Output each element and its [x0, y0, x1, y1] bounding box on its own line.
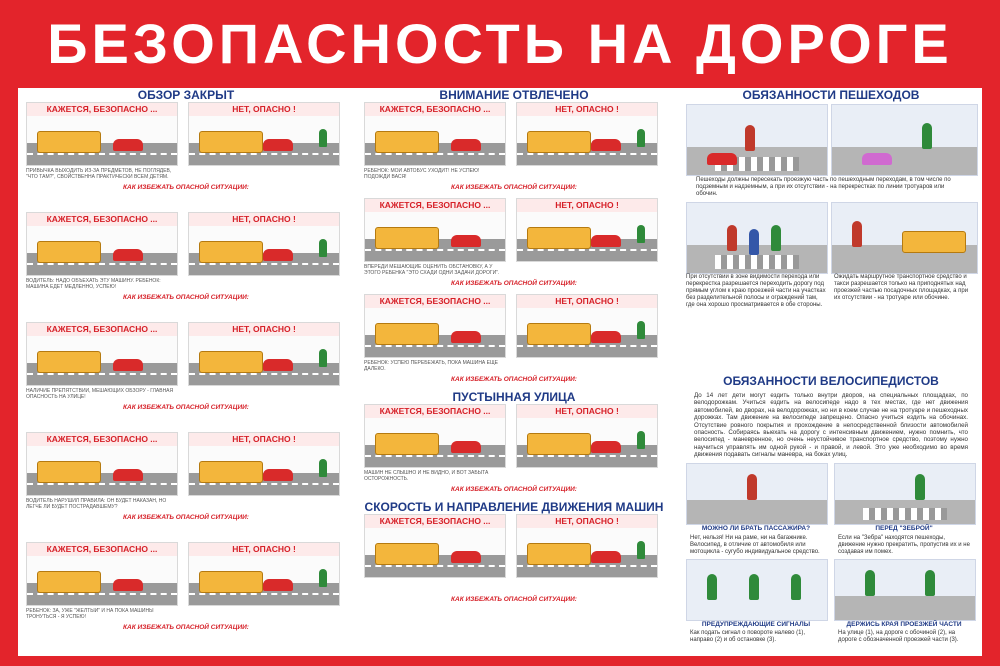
road-edge-text: На улице (1), на дороге с обочиной (2), на дороге с обозначенной проезжей части (3).: [838, 629, 959, 643]
bus-illustration: [37, 131, 101, 153]
danger-label: НЕТ, ОПАСНО !: [517, 295, 657, 308]
column-view-blocked: [26, 88, 346, 652]
passenger-text: Нет, нельзя! Ни на раме, ни на багажнике. Велосипед, в отличие от автомобиля или мотоцикла - сугубо индивидуальное средство.: [690, 534, 820, 555]
road-edge-illustration: [834, 559, 976, 621]
bus-illustration: [375, 323, 439, 345]
safe-label: КАЖЕТСЯ, БЕЗОПАСНО ...: [365, 199, 505, 212]
danger-label: НЕТ, ОПАСНО !: [517, 515, 657, 528]
bus-illustration: [527, 543, 591, 565]
danger-panel: [516, 198, 658, 262]
child-illustration: [637, 225, 645, 243]
danger-panel: [188, 542, 340, 606]
safe-label: КАЖЕТСЯ, БЕЗОПАСНО ...: [365, 405, 505, 418]
car-illustration: [263, 139, 293, 151]
danger-panel: [188, 322, 340, 386]
danger-label: НЕТ, ОПАСНО !: [517, 405, 657, 418]
safe-panel: [26, 542, 178, 606]
how-to-avoid: КАК ИЗБЕЖАТЬ ОПАСНОЙ СИТУАЦИИ:: [451, 596, 577, 603]
danger-panel: [516, 294, 658, 358]
how-to-avoid: КАК ИЗБЕЖАТЬ ОПАСНОЙ СИТУАЦИИ:: [123, 294, 249, 301]
danger-panel: [516, 102, 658, 166]
passenger-subheading: МОЖНО ЛИ БРАТЬ ПАССАЖИРА?: [701, 524, 811, 532]
scenario-caption: НАЛИЧИЕ ПРЕПЯТСТВИЙ, МЕШАЮЩИХ ОБЗОРУ - ГЛАВНАЯ ОПАСНОСТЬ НА УЛИЦЕ!: [26, 388, 174, 400]
pedestrian-rule-1: Пешеходы должны пересекать проезжую часть по пешеходным переходам, в том числе по подземным и надземным, а при их отсутствии - на перекрестках по линии тротуаров или обочин.: [696, 177, 951, 197]
bus-illustration: [527, 323, 591, 345]
car-illustration: [451, 441, 481, 453]
car-illustration: [451, 139, 481, 151]
car-illustration: [263, 359, 293, 371]
safe-panel: [364, 102, 506, 166]
danger-panel: [188, 102, 340, 166]
danger-label: НЕТ, ОПАСНО !: [517, 199, 657, 212]
danger-label: НЕТ, ОПАСНО !: [189, 213, 339, 226]
section-heading: ВНИМАНИЕ ОТВЛЕЧЕНО: [439, 88, 589, 102]
car-illustration: [451, 551, 481, 563]
cyclist-heading: ОБЯЗАННОСТИ ВЕЛОСИПЕДИСТОВ: [723, 374, 939, 388]
section-heading: ПУСТЫННАЯ УЛИЦА: [452, 390, 576, 404]
car-illustration: [591, 235, 621, 247]
scenario: [26, 322, 346, 432]
cyclist-illustrations: [686, 463, 976, 663]
safe-panel: [364, 294, 506, 358]
column-attention-distracted: [364, 88, 664, 610]
scenario-caption: ВОДИТЕЛЬ: НАДО ОБЪЕХАТЬ ЭТУ МАШИНУ. РЕБЕНОК: МАШИНА ЕДЕТ МЕДЛЕННО, УСПЕЮ!: [26, 278, 161, 290]
car-illustration: [263, 249, 293, 261]
scenario-caption: ВПЕРЕДИ МЕШАЮЩИЕ ОЦЕНИТЬ ОБСТАНОВКУ, А У ЭТОГО РЕБЕНКА "ЭТО СХАДИ ОДНИ ЗАДАЧИ ДОРОГИ".: [364, 264, 500, 276]
road-edge-subheading: ДЕРЖИСЬ КРАЯ ПРОЕЗЖЕЙ ЧАСТИ: [846, 620, 962, 628]
child-illustration: [319, 569, 327, 587]
car-illustration: [591, 331, 621, 343]
car-illustration: [113, 249, 143, 261]
zebra-text: Если на "Зебра" находятся пешеходы, движение нужно прекратить, пропустив их и не создавая им помех.: [838, 534, 970, 555]
bus-illustration: [37, 241, 101, 263]
bus-illustration: [199, 461, 263, 483]
child-illustration: [319, 349, 327, 367]
bus-illustration: [375, 227, 439, 249]
scenario: [26, 102, 346, 212]
car-illustration: [591, 551, 621, 563]
scenario: [364, 102, 664, 198]
bus-illustration: [375, 543, 439, 565]
car-illustration: [451, 331, 481, 343]
car-illustration: [113, 579, 143, 591]
danger-label: НЕТ, ОПАСНО !: [189, 103, 339, 116]
scenario: [26, 212, 346, 322]
scenario: [364, 198, 664, 294]
zebra-subheading: ПЕРЕД "ЗЕБРОЙ": [875, 524, 933, 532]
safe-panel: [26, 212, 178, 276]
car-illustration: [113, 359, 143, 371]
danger-panel: [188, 432, 340, 496]
scenario: [26, 542, 346, 652]
signals-illustration: [686, 559, 828, 621]
how-to-avoid: КАК ИЗБЕЖАТЬ ОПАСНОЙ СИТУАЦИИ:: [451, 376, 577, 383]
page-title: БЕЗОПАСНОСТЬ НА ДОРОГЕ: [47, 12, 953, 75]
car-illustration: [113, 139, 143, 151]
child-illustration: [319, 129, 327, 147]
car-illustration: [113, 469, 143, 481]
signals-subheading: ПРЕДУПРЕЖДАЮЩИЕ СИГНАЛЫ: [701, 620, 811, 628]
car-illustration: [263, 579, 293, 591]
car-illustration: [263, 469, 293, 481]
how-to-avoid: КАК ИЗБЕЖАТЬ ОПАСНОЙ СИТУАЦИИ:: [451, 486, 577, 493]
scenario: [364, 294, 664, 390]
bus-illustration: [375, 433, 439, 455]
overpass-illustration: [831, 104, 978, 176]
section-heading: СКОРОСТЬ И НАПРАВЛЕНИЕ ДВИЖЕНИЯ МАШИН: [364, 500, 664, 514]
danger-panel: [516, 404, 658, 468]
bus-illustration: [199, 571, 263, 593]
bus-stop-illustration: [831, 202, 978, 274]
bus-illustration: [199, 131, 263, 153]
car-illustration: [591, 139, 621, 151]
bus-illustration: [527, 433, 591, 455]
danger-label: НЕТ, ОПАСНО !: [517, 103, 657, 116]
scenario-caption: РЕБЕНОК: УСПЕЮ ПЕРЕБЕЖАТЬ, ПОКА МАШИНА ЕЩЕ ДАЛЕКО.: [364, 360, 499, 372]
child-illustration: [637, 431, 645, 449]
bus-illustration: [527, 131, 591, 153]
how-to-avoid: КАК ИЗБЕЖАТЬ ОПАСНОЙ СИТУАЦИИ:: [451, 184, 577, 191]
bus-illustration: [37, 571, 101, 593]
car-illustration: [591, 441, 621, 453]
danger-panel: [516, 514, 658, 578]
pedestrian-rule-3: Ожидать маршрутное транспортное средство и такси разрешается только на приподнятых над проезжей частью посадочных площадках, а при их отсутствии - на тротуаре или обочине.: [834, 274, 969, 301]
pedestrian-section: [686, 104, 976, 314]
scenario: [26, 432, 346, 542]
passenger-illustration: [686, 463, 828, 525]
danger-label: НЕТ, ОПАСНО !: [189, 433, 339, 446]
bus-illustration: [527, 227, 591, 249]
bus-illustration: [199, 241, 263, 263]
safe-panel: [364, 514, 506, 578]
child-illustration: [319, 459, 327, 477]
pedestrian-heading: ОБЯЗАННОСТИ ПЕШЕХОДОВ: [742, 88, 920, 102]
safe-label: КАЖЕТСЯ, БЕЗОПАСНО ...: [27, 323, 177, 336]
scenario-caption: РЕБЕНОК: ЗА, УЖЕ "ЖЕЛТЫЙ" И НА ПОКА МАШИНЫ ТРОНУТЬСЯ - Я УСПЕЮ!: [26, 608, 154, 620]
danger-label: НЕТ, ОПАСНО !: [189, 323, 339, 336]
safe-label: КАЖЕТСЯ, БЕЗОПАСНО ...: [27, 543, 177, 556]
danger-label: НЕТ, ОПАСНО !: [189, 543, 339, 556]
column-duties: [686, 88, 976, 663]
scenario-caption: ВОДИТЕЛЬ НАРУШИЛ ПРАВИЛА: ОН БУДЕТ НАКАЗАН, НО ЛЕГЧЕ ЛИ БУДЕТ ПОСТРАДАВШЕМУ?: [26, 498, 167, 510]
safe-panel: [364, 404, 506, 468]
scenario-caption: РЕБЕНОК: МОЙ АВТОБУС УХОДИТ! НЕ УСПЕЮ! ПОДОЖДИ ВАСЯ!: [364, 168, 480, 180]
how-to-avoid: КАК ИЗБЕЖАТЬ ОПАСНОЙ СИТУАЦИИ:: [123, 624, 249, 631]
cyclist-text: До 14 лет дети могут ездить только внутри дворов, на специальных площадках, по велодорожкам. Учиться ездить на велосипеде надо в тех местах, где нет движения автомобилей, во дворах, на велодорожках, но ни в коем случае не на тротуаре и пешеходных дорожках. Там движение на велосипеде запрещено. Опасно учиться ездить на обочинах. Отсутствие ровного покрытия и прохождение в непосредственной близости автомобилей опасность. Собираясь выехать на дорогу с интенсивным движением, нужно помнить, что велосипед - маневренное, но очень неустойчивое транспортное средство, поэтому нужно научиться управлять им одной рукой - и правой, и левой. Это уже необходимо во время движения подавать сигналы маневра, на боках улиц.: [694, 392, 968, 459]
how-to-avoid: КАК ИЗБЕЖАТЬ ОПАСНОЙ СИТУАЦИИ:: [123, 184, 249, 191]
crosswalk-illustration: [686, 104, 828, 176]
scenario-caption: ПРИВЫЧКА ВЫХОДИТЬ ИЗ-ЗА ПРЕДМЕТОВ, НЕ ПОГЛЯДЕВ, "ЧТО ТАМ?", СВОЙСТВЕННА ПРАКТИЧЕСКИ ВСЕМ ДЕТЯМ.: [26, 168, 172, 180]
children-crossing-illustration: [686, 202, 828, 274]
car-illustration: [451, 235, 481, 247]
bus-illustration: [37, 461, 101, 483]
safe-label: КАЖЕТСЯ, БЕЗОПАСНО ...: [27, 213, 177, 226]
safe-panel: [26, 102, 178, 166]
how-to-avoid: КАК ИЗБЕЖАТЬ ОПАСНОЙ СИТУАЦИИ:: [123, 514, 249, 521]
child-illustration: [319, 239, 327, 257]
child-illustration: [637, 321, 645, 339]
how-to-avoid: КАК ИЗБЕЖАТЬ ОПАСНОЙ СИТУАЦИИ:: [123, 404, 249, 411]
safe-label: КАЖЕТСЯ, БЕЗОПАСНО ...: [27, 103, 177, 116]
safe-panel: [364, 198, 506, 262]
child-illustration: [637, 541, 645, 559]
bus-illustration: [37, 351, 101, 373]
safe-label: КАЖЕТСЯ, БЕЗОПАСНО ...: [27, 433, 177, 446]
safe-panel: [26, 322, 178, 386]
zebra-cyclist-illustration: [834, 463, 976, 525]
signals-text: Как подать сигнал о повороте налево (1), направо (2) и об остановке (3).: [690, 629, 806, 643]
safe-label: КАЖЕТСЯ, БЕЗОПАСНО ...: [365, 515, 505, 528]
safe-label: КАЖЕТСЯ, БЕЗОПАСНО ...: [365, 295, 505, 308]
child-illustration: [637, 129, 645, 147]
danger-panel: [188, 212, 340, 276]
safe-label: КАЖЕТСЯ, БЕЗОПАСНО ...: [365, 103, 505, 116]
scenario: [364, 514, 664, 610]
scenario: [364, 404, 664, 500]
bus-illustration: [199, 351, 263, 373]
scenario-caption: МАШИН НЕ СЛЫШНО И НЕ ВИДНО, И ВОТ ЗАБЫТА ОСТОРОЖНОСТЬ.: [364, 470, 489, 482]
section-heading: ОБЗОР ЗАКРЫТ: [137, 88, 235, 102]
safe-panel: [26, 432, 178, 496]
how-to-avoid: КАК ИЗБЕЖАТЬ ОПАСНОЙ СИТУАЦИИ:: [451, 280, 577, 287]
pedestrian-rule-2: При отсутствии в зоне видимости перехода или перекрестка разрешается переходить дорогу под прямым углом к краю проезжей части на участках без разделительной полосы и ограждений там, где она хорошо просматривается в обе стороны.: [686, 274, 826, 308]
bus-illustration: [375, 131, 439, 153]
poster-board: [18, 88, 982, 656]
